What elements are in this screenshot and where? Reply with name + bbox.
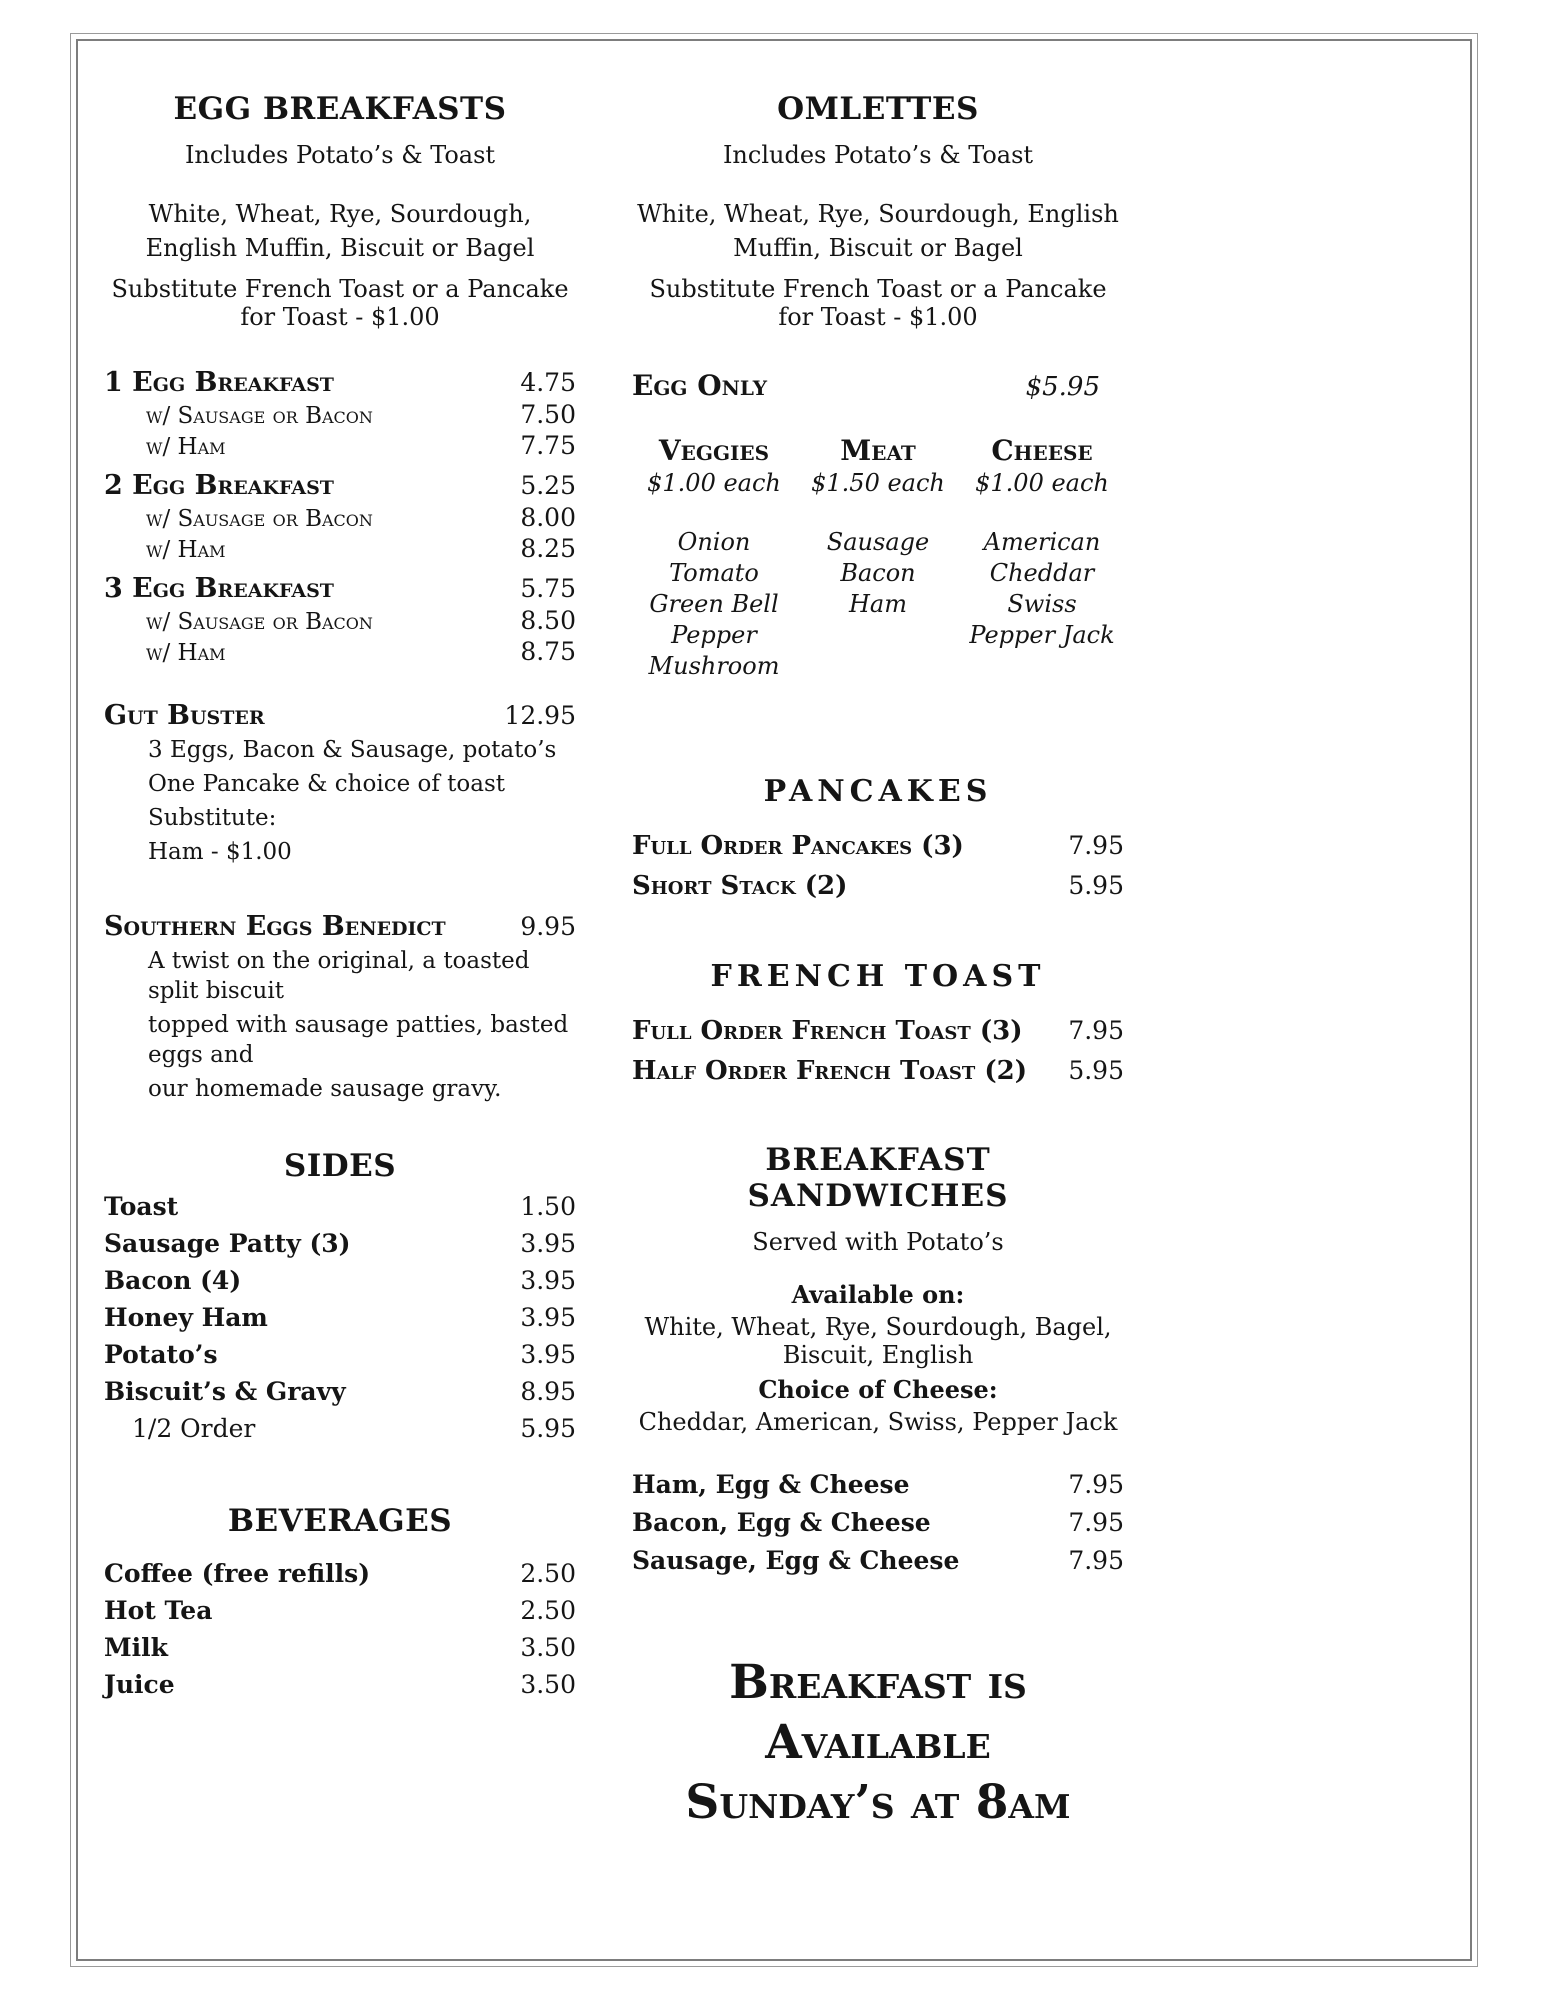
menu-item	[104, 1303, 576, 1332]
item-price: 7.50	[520, 400, 576, 429]
item-price: 5.75	[520, 574, 576, 603]
item-name: Toast	[104, 1192, 179, 1221]
item-name: 2 Egg Breakfast	[104, 470, 334, 501]
item-price: 3.95	[520, 1340, 576, 1369]
item-name: w/ Ham	[146, 537, 226, 563]
section-omlettes	[632, 91, 1124, 682]
item-name: 1/2 Order	[132, 1414, 256, 1443]
item-price: 2.50	[520, 1559, 576, 1588]
topping: Cheddar	[989, 559, 1095, 587]
egg-breakfasts-includes: Includes Potato’s & Toast	[184, 141, 496, 169]
menu-item	[104, 1266, 576, 1295]
topping: American	[983, 528, 1101, 556]
french-toast-items	[632, 1016, 1124, 1086]
pancakes-items	[632, 831, 1124, 901]
item-description-line: Ham - $1.00	[148, 839, 292, 865]
toppings-list	[796, 527, 960, 620]
item-price: 8.50	[520, 606, 576, 635]
section-gut-buster	[104, 700, 576, 867]
sides-items	[104, 1192, 576, 1443]
item-description-line: One Pancake & choice of toast	[148, 771, 506, 797]
pancakes-title: PANCAKES	[763, 774, 993, 809]
menu-item	[104, 573, 576, 604]
section-sides	[104, 1148, 576, 1443]
egg-breakfasts-substitute-note: Substitute French Toast or a Pancake for Toast - $1.00	[111, 275, 569, 331]
availability-line-1: Breakfast is Available	[729, 1655, 1027, 1770]
topping: Green Bell Pepper	[649, 590, 779, 649]
menu-item	[104, 367, 576, 398]
item-name: Milk	[104, 1633, 168, 1662]
left-column	[104, 91, 576, 1699]
beverages-title: BEVERAGES	[227, 1503, 453, 1539]
menu-item	[104, 700, 576, 731]
breakfast-sandwiches-title: BREAKFAST SANDWICHES	[747, 1142, 1009, 1214]
item-name: Ham, Egg & Cheese	[632, 1470, 910, 1499]
toppings-list	[632, 527, 796, 682]
item-price: 8.25	[520, 534, 576, 563]
topping: Bacon	[840, 559, 916, 587]
menu-item	[104, 1192, 576, 1221]
toppings-unit-price: $1.00 each	[975, 469, 1109, 497]
item-price: $5.95	[1025, 372, 1100, 402]
item-price: 7.75	[520, 431, 576, 460]
item-price: 7.95	[1068, 1546, 1124, 1575]
menu-item	[104, 1633, 576, 1662]
item-name: Hot Tea	[104, 1596, 213, 1625]
item-name: Honey Ham	[104, 1303, 268, 1332]
item-price: 5.95	[1068, 1056, 1124, 1085]
item-name: w/ Ham	[146, 640, 226, 666]
item-description-line: 3 Eggs, Bacon & Sausage, potato’s	[148, 737, 557, 763]
toppings-header: Cheese	[991, 434, 1093, 467]
menu-item	[104, 470, 576, 501]
menu-item	[104, 911, 576, 942]
item-name: Juice	[104, 1670, 175, 1699]
item-name: Full Order Pancakes (3)	[632, 831, 964, 861]
omlettes-includes: Includes Potato’s & Toast	[722, 141, 1034, 169]
topping: Mushroom	[648, 652, 780, 680]
item-price: 8.00	[520, 503, 576, 532]
toppings-cheese	[960, 434, 1124, 682]
item-price: 3.95	[520, 1303, 576, 1332]
section-beverages	[104, 1503, 576, 1699]
omlettes-title: OMLETTES	[777, 91, 979, 127]
item-price: 4.75	[520, 368, 576, 397]
sandwiches-available-label: Available on:	[791, 1280, 965, 1309]
right-column	[632, 91, 1124, 1833]
item-price: 5.95	[1068, 871, 1124, 900]
item-description-line: topped with sausage patties, basted eggs and	[148, 1012, 569, 1068]
item-name: 3 Egg Breakfast	[104, 573, 334, 604]
french-toast-title: FRENCH TOAST	[710, 959, 1046, 994]
menu-item	[104, 503, 576, 532]
omlette-toppings	[632, 434, 1124, 682]
menu-item	[632, 1546, 1124, 1575]
item-price: 7.95	[1068, 1508, 1124, 1537]
item-name: Potato’s	[104, 1340, 218, 1369]
item-name: Bacon (4)	[104, 1266, 242, 1295]
item-name: w/ Sausage or Bacon	[146, 403, 373, 429]
omlettes-bread-options: White, Wheat, Rye, Sourdough, English Muffin, Biscuit or Bagel	[637, 200, 1119, 262]
item-description-line: A twist on the original, a toasted split biscuit	[148, 948, 530, 1004]
sandwiches-served-note: Served with Potato’s	[752, 1228, 1004, 1256]
menu-item	[632, 369, 1124, 402]
topping: Ham	[849, 590, 907, 618]
section-egg-breakfasts	[104, 91, 576, 666]
menu-item	[632, 831, 1124, 861]
item-price: 7.95	[1068, 1016, 1124, 1045]
sandwiches-cheese-label: Choice of Cheese:	[758, 1375, 998, 1404]
item-price: 3.95	[520, 1266, 576, 1295]
item-price: 8.75	[520, 637, 576, 666]
toppings-unit-price: $1.50 each	[811, 469, 945, 497]
topping: Pepper Jack	[969, 621, 1115, 649]
availability-notice	[632, 1653, 1124, 1833]
menu-item	[104, 431, 576, 460]
toppings-header: Veggies	[658, 434, 770, 467]
item-price: 5.25	[520, 471, 576, 500]
item-price: 3.50	[520, 1633, 576, 1662]
item-name: Full Order French Toast (3)	[632, 1016, 1023, 1046]
item-price: 1.50	[520, 1192, 576, 1221]
topping: Sausage	[826, 528, 930, 556]
menu-item	[104, 637, 576, 666]
section-pancakes	[632, 774, 1124, 901]
item-price: 3.95	[520, 1229, 576, 1258]
toppings-meat	[796, 434, 960, 682]
sandwiches-items	[632, 1470, 1124, 1575]
item-price: 5.95	[520, 1414, 576, 1443]
omlettes-substitute-note: Substitute French Toast or a Pancake for Toast - $1.00	[649, 275, 1107, 331]
menu-item	[632, 871, 1124, 901]
item-name: 1 Egg Breakfast	[104, 367, 334, 398]
menu-item	[104, 1377, 576, 1406]
item-price: 7.95	[1068, 1470, 1124, 1499]
sides-title: SIDES	[283, 1148, 397, 1184]
item-name: Half Order French Toast (2)	[632, 1056, 1028, 1086]
menu-item	[104, 1670, 576, 1699]
topping: Onion	[677, 528, 751, 556]
item-name: Sausage, Egg & Cheese	[632, 1546, 960, 1575]
sandwiches-available-breads: White, Wheat, Rye, Sourdough, Bagel, Biscuit, English	[644, 1313, 1112, 1369]
item-name: Coffee (free refills)	[104, 1559, 371, 1588]
menu-item	[104, 1229, 576, 1258]
item-description-line: Substitute:	[148, 805, 277, 831]
menu-page-border	[70, 33, 1478, 1967]
item-price: 2.50	[520, 1596, 576, 1625]
item-price: 7.95	[1068, 831, 1124, 860]
toppings-veggies	[632, 434, 796, 682]
item-name: w/ Sausage or Bacon	[146, 506, 373, 532]
menu-item	[104, 1414, 576, 1443]
item-description-line: our homemade sausage gravy.	[148, 1076, 502, 1102]
egg-breakfasts-bread-options: White, Wheat, Rye, Sourdough, English Muffin, Biscuit or Bagel	[145, 200, 535, 262]
menu-item	[104, 606, 576, 635]
item-name: Bacon, Egg & Cheese	[632, 1508, 931, 1537]
section-breakfast-sandwiches	[632, 1142, 1124, 1575]
menu-item	[104, 1340, 576, 1369]
item-name: Southern Eggs Benedict	[104, 911, 446, 942]
item-price: 12.95	[504, 701, 576, 730]
toppings-list	[960, 527, 1124, 651]
egg-breakfasts-items	[104, 367, 576, 666]
menu-item	[104, 1596, 576, 1625]
menu-item	[632, 1016, 1124, 1046]
sandwiches-cheese-options: Cheddar, American, Swiss, Pepper Jack	[638, 1408, 1118, 1436]
item-price: 3.50	[520, 1670, 576, 1699]
section-french-toast	[632, 959, 1124, 1086]
beverages-items	[104, 1559, 576, 1699]
item-name: Biscuit’s & Gravy	[104, 1377, 346, 1406]
item-name: w/ Ham	[146, 434, 226, 460]
availability-line-2: Sunday’s at 8am	[685, 1775, 1071, 1830]
menu-item	[632, 1508, 1124, 1537]
item-name: Egg Only	[632, 369, 767, 402]
topping: Swiss	[1007, 590, 1077, 618]
menu-item	[104, 400, 576, 429]
menu-page	[76, 39, 1472, 1961]
menu-item	[632, 1056, 1124, 1086]
menu-item	[632, 1470, 1124, 1499]
item-name: Short Stack (2)	[632, 871, 848, 901]
toppings-header: Meat	[840, 434, 916, 467]
item-price: 8.95	[520, 1377, 576, 1406]
menu-item	[104, 1559, 576, 1588]
item-name: Sausage Patty (3)	[104, 1229, 351, 1258]
item-name: w/ Sausage or Bacon	[146, 609, 373, 635]
topping: Tomato	[669, 559, 759, 587]
section-eggs-benedict	[104, 911, 576, 1104]
item-name: Gut Buster	[104, 700, 265, 731]
egg-breakfasts-title: EGG BREAKFASTS	[173, 91, 507, 127]
item-price: 9.95	[520, 912, 576, 941]
menu-item	[104, 534, 576, 563]
toppings-unit-price: $1.00 each	[647, 469, 781, 497]
